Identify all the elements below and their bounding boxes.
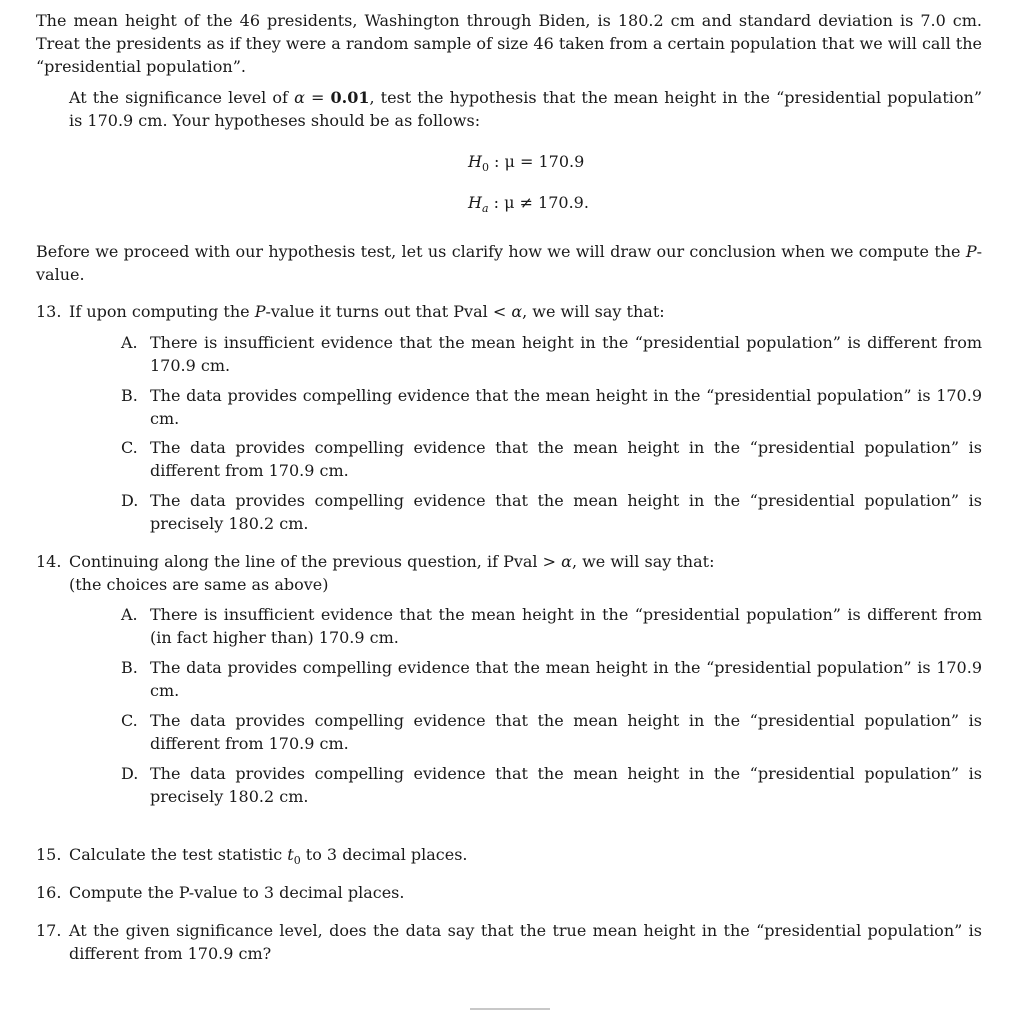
option-letter: A.	[121, 605, 138, 624]
question-number: 13.	[36, 302, 62, 321]
option-14c: The data provides compelling evidence that the mean height in the “presidential population” is different from 170.9 cm.	[150, 711, 982, 753]
significance-level-value: 0.01	[330, 88, 370, 107]
option-letter: A.	[121, 333, 138, 352]
question-text: If upon computing the P-value it turns out that Pval < α, we will say that:	[69, 302, 665, 321]
question-number: 14.	[36, 552, 62, 571]
option-14b: The data provides compelling evidence that the mean height in the “presidential population” is 170.9 cm.	[150, 658, 982, 700]
alpha-symbol: α	[294, 88, 305, 107]
question-text: Calculate the test statistic $t_0$ to 3 decimal places.	[69, 845, 468, 868]
null-hypothesis: $H_0$ : μ = 170.9	[468, 152, 585, 175]
task-paragraph: At the significance level of α = 0.01, test the hypothesis that the mean height in the “presidential population” is 170.9 cm. Your hypotheses should be as follows:	[69, 88, 983, 130]
question-number: 15.	[36, 845, 62, 864]
intro-paragraph	[36, 9, 982, 78]
option-13a: There is insufficient evidence that the mean height in the “presidential population” is different from 170.9 cm.	[150, 333, 982, 375]
option-letter: B.	[121, 386, 138, 405]
option-letter: D.	[121, 764, 139, 783]
option-14d: The data provides compelling evidence that the mean height in the “presidential population” is precisely 180.2 cm.	[150, 764, 982, 806]
option-13b: The data provides compelling evidence that the mean height in the “presidential population” is 170.9 cm.	[150, 386, 982, 428]
option-letter: C.	[121, 438, 138, 457]
transition-paragraph: Before we proceed with our hypothesis test, let us clarify how we will draw our conclusion when we compute the P-value.	[36, 242, 982, 284]
option-13d: The data provides compelling evidence that the mean height in the “presidential population” is precisely 180.2 cm.	[150, 491, 982, 533]
page-footer-mark	[470, 1008, 550, 1010]
option-letter: B.	[121, 658, 138, 677]
option-14a: There is insufficient evidence that the mean height in the “presidential population” is different from (in fact higher than) 170.9 cm.	[150, 605, 982, 647]
option-13c: The data provides compelling evidence that the mean height in the “presidential population” is different from 170.9 cm.	[150, 438, 982, 480]
question-number: 16.	[36, 883, 62, 902]
option-letter: D.	[121, 491, 139, 510]
intro-text: The mean height of the 46 presidents, Washington through Biden, is 180.2 cm and standard deviation is 7.0 cm. Treat the presidents as if they were a random sample of size 46 taken from a certain population that we will call the “presidential population”.	[36, 11, 982, 76]
question-number: 17.	[36, 921, 62, 940]
question-text: Compute the P-value to 3 decimal places.	[69, 883, 405, 902]
alternative-hypothesis: $H_a$ : μ ≠ 170.9.	[468, 193, 589, 216]
question-note: (the choices are same as above)	[69, 575, 329, 594]
option-letter: C.	[121, 711, 138, 730]
question-text: Continuing along the line of the previous question, if Pval > α, we will say that:	[69, 552, 715, 571]
question-text: At the given significance level, does the data say that the true mean height in the “presidential population” is different from 170.9 cm?	[69, 921, 982, 963]
